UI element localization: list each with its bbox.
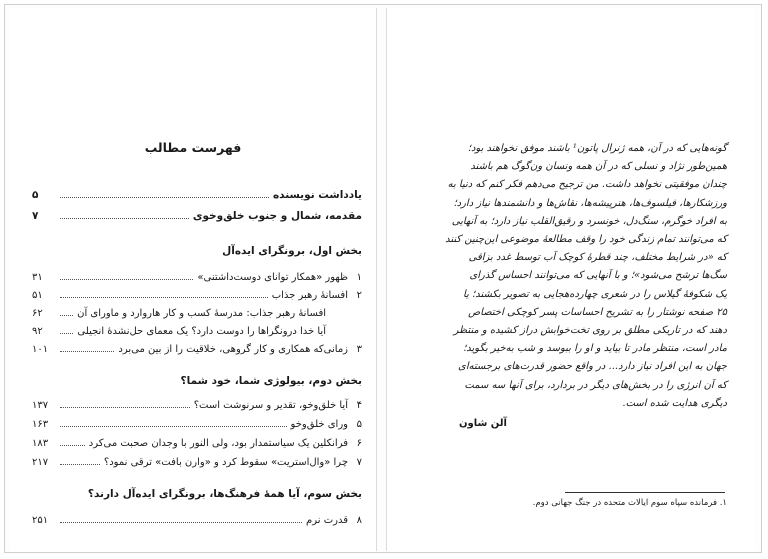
leader-dots	[60, 513, 302, 523]
prose-line: که می‌توانند تمام زندگی خود را وقف مطالعهٔ موضوعی این‌چنین کنند	[445, 234, 727, 246]
prose-line: ورزشکارها، فیلسوف‌ها، هنرپیشه‌ها، نقاش‌ها و دانشمندها نیاز دارد؛	[453, 197, 727, 209]
prose-line: گونه‌هایی که در آن، همه ژنرال پاتون¹ باشند موفق نخواهند بود؛	[467, 143, 727, 154]
leader-dots	[60, 324, 73, 334]
prose-line: جهان به این افراد نیاز دارد... در واقع حضور قدرت‌های برجسته‌ای	[458, 361, 727, 373]
prose-line: ۲۵ صفحه نوشتار را به تشریح احساسات پسر کوچکی اختصاص	[468, 306, 727, 318]
toc-entry: ۸ قدرت نرم ۲۵۱	[32, 515, 362, 526]
toc-entry: آیا خدا درونگراها را دوست دارد؟ یک معمای حل‌نشدهٔ انجیلی ۹۲	[32, 326, 326, 337]
prose-line: دیگری هدایت شده است.	[622, 397, 727, 409]
leader-dots	[60, 455, 100, 465]
toc-entry: ۱ ظهور «همکار توانای دوست‌داشتنی» ۳۱	[32, 272, 362, 283]
leader-dots	[60, 417, 287, 427]
footnote: ۱. فرمانده سپاه سوم ایالات متحده در جنگ جهانی دوم.	[532, 498, 727, 508]
toc-section-title: بخش دوم، بیولوژی شما، خود شما؟	[180, 375, 362, 387]
leader-dots	[60, 209, 189, 219]
toc-section-title: بخش اول، برونگرای ایده‌آل	[222, 245, 362, 257]
prose-line: یک شکوفهٔ گیلاس را در شعری چهارده‌هجایی به تصویر بکشند؛ یا	[463, 288, 727, 300]
prose-line: چندان موفقیتی نخواهد داشت. من ترجیح می‌دهم فکر کنم که دنیا به	[447, 179, 727, 191]
prose-page	[386, 8, 755, 551]
toc-entry: ۳ زمانی‌که همکاری و کار گروهی، خلاقیت را از بین می‌برد ۱۰۱	[32, 344, 362, 355]
prose-line: سگ‌ها ترشح می‌شود»؛ و با آنهایی که می‌توانند احساس گذرای	[469, 270, 727, 282]
prose-line: که «در شرایط مختلف، چند قطرهٔ کوچک آب توسط غدد بزاقی	[468, 252, 727, 264]
leader-dots	[60, 306, 73, 316]
toc-page	[10, 8, 377, 551]
leader-dots	[60, 436, 85, 446]
toc-entry: ۴ آیا خلق‌وخو، تقدیر و سرنوشت است؟ ۱۳۷	[32, 400, 362, 411]
footnote-rule	[565, 492, 725, 493]
toc-section-title: بخش سوم، آیا همهٔ فرهنگ‌ها، برونگرای ایده‌آل دارند؟	[87, 488, 362, 500]
leader-dots	[60, 342, 114, 352]
toc-entry: مقدمه، شمال و جنوب خلق‌وخوی ۷	[32, 210, 362, 222]
toc-entry: ۷ چرا «وال‌استریت» سقوط کرد و «وارن بافت» ترقی نمود؟ ۲۱۷	[32, 457, 362, 468]
prose-line: که آن انرژی را در بخش‌های دیگر در بردارد، برای آنها سه سمت	[464, 379, 727, 391]
toc-entry: ۶ فرانکلین یک سیاستمدار بود، ولی النور با وجدان صحبت می‌کرد ۱۸۳	[32, 438, 362, 449]
prose-line: به افراد خوگرم، سنگ‌دل، خونسرد و رقیق‌القلب نیاز دارد؛ به آنهایی	[451, 215, 727, 227]
prose-line: دهند که در تاریکی مطلق بر روی تخت‌خوابش دراز کشیده و منتظر	[453, 325, 727, 337]
toc-title: فهرست مطالب	[144, 140, 242, 155]
author-signature: آلن شاون	[458, 418, 507, 429]
toc-entry: ۵ ورای خلق‌وخو ۱۶۳	[32, 419, 362, 430]
prose-line: همین‌طور نژاد و نسلی که در آن همه ونسان ون‌گوگ هم باشند	[470, 161, 727, 173]
prose-line: مادر است، منتظر مادر تا بیاید و او را ببوسد و شب به‌خیر بگوید؛	[463, 343, 727, 355]
toc-entry: افسانهٔ رهبر جذاب: مدرسهٔ کسب و کار هاروارد و ماورای آن ۶۲	[32, 308, 326, 319]
leader-dots	[60, 188, 269, 198]
leader-dots	[60, 288, 268, 298]
epigraph-text	[437, 140, 727, 413]
leader-dots	[60, 270, 193, 280]
toc-entry: ۲ افسانهٔ رهبر جذاب ۵۱	[32, 290, 362, 301]
leader-dots	[60, 398, 190, 408]
toc-entry: یادداشت نویسنده ۵	[32, 189, 362, 201]
